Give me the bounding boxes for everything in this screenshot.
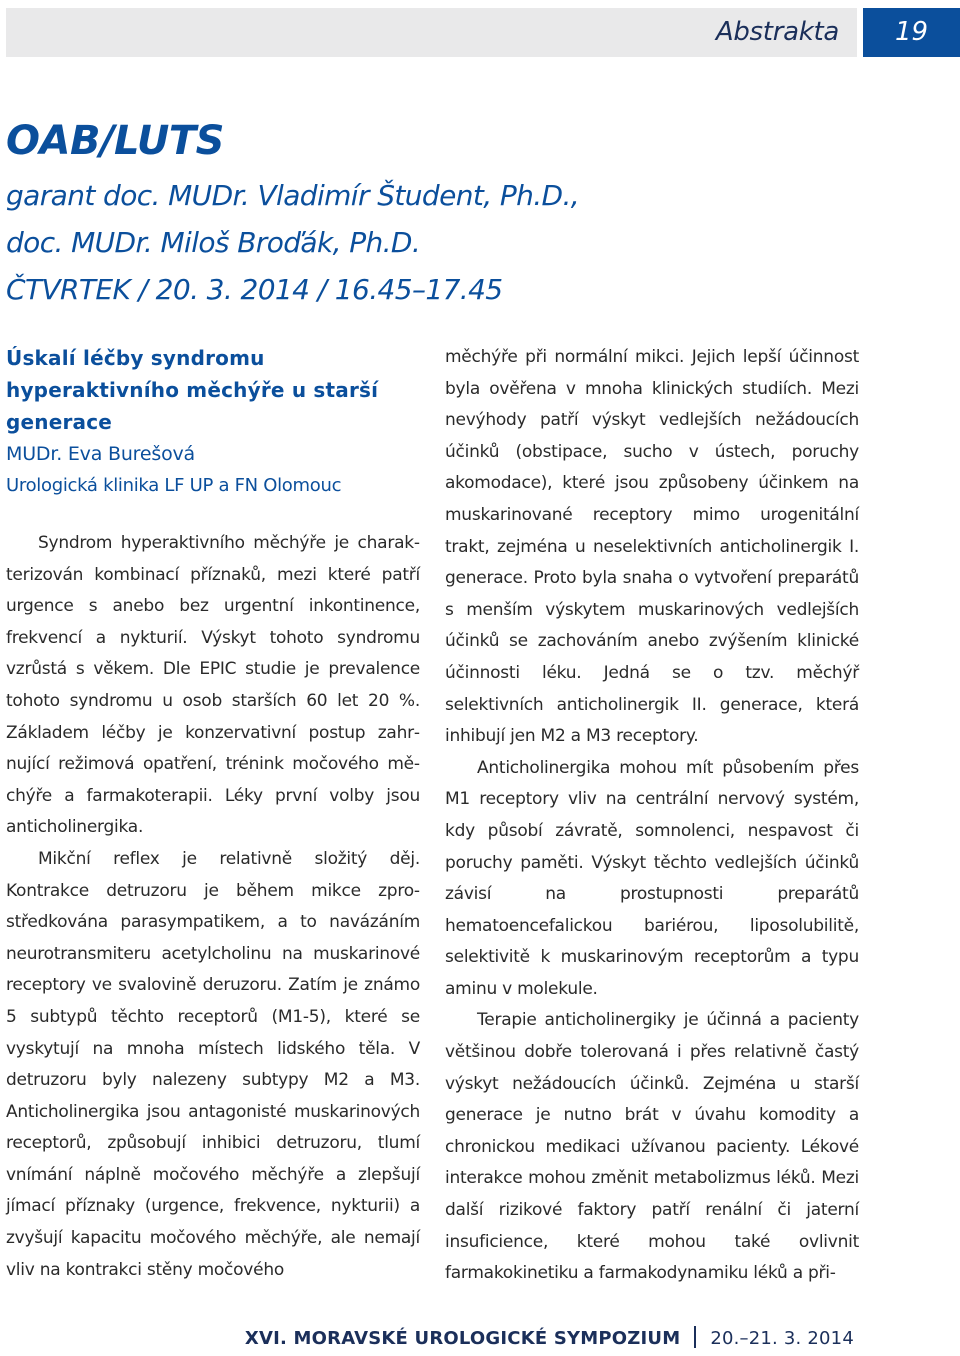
- abstract-affiliation: Urologická klinika LF UP a FN Olomouc: [6, 475, 342, 496]
- page-number: 19: [894, 17, 929, 47]
- session-title: OAB/LUTS: [6, 118, 224, 164]
- guarantor-line-1: garant doc. MUDr. Vladimír Študent, Ph.D.,: [6, 179, 580, 212]
- abstract-author: MUDr. Eva Burešová: [6, 443, 195, 465]
- body-paragraph: Terapie anticholinergiky je účinná a pacienty většinou dobře tolerovaná i přes relativně častý výskyt nežádoucích účinků. Zejména u starší generace je nutno brát v úvahu komodity a chronickou medikaci užívanou pacienty. Lékové interakce mohou změnit metabolizmus léků. Mezi další rizikové faktory patří renální či jaterní insuficience, které mohou také ovlivnit farmakokinetiku a farmakodynamiku léků a při-: [445, 1010, 859, 1284]
- abstract-title: Úskalí léčby syndromu hyperaktivního měchýře u starší generace: [6, 346, 379, 434]
- section-label: Abstrakta: [715, 17, 839, 47]
- page-number-box: [863, 8, 960, 57]
- page-footer: [245, 1326, 854, 1349]
- body-paragraph: Mikční reflex je relativně složitý děj. Kontrakce detruzoru je během mikce zprostředkována parasympatikem, a to navázáním neurotransmiteru acetylcholinu na muskarinové receptory ve svalovině deruzoru. Zatím je známo 5 subtypů těchto receptorů (M1-5), které se vyskytují na mnoha místech lidského těla. V detruzoru byly nalezeny subtypy M2 a M3. Anticholinergika jsou antagonisté muskarinových receptorů, způsobují inhibici detruzoru, tlumí vnímání náplně močového měchýře a zlepšují jímací příznaky (urgence, frekvence, nykturii) a zvyšují kapacitu močového měchýře, ale nemají vliv na kontrakci stěny močového: [6, 848, 420, 1280]
- guarantor-line-2: doc. MUDr. Miloš Broďák, Ph.D.: [6, 226, 421, 259]
- session-datetime: ČTVRTEK / 20. 3. 2014 / 16.45–17.45: [6, 273, 503, 306]
- session-meta: [6, 172, 706, 313]
- body-paragraph: Anticholinergika mohou mít působením přes M1 receptory vliv na centrální nervový systém, kdy působí závratě, somnolenci, nespavost či poruchy paměti. Výskyt těchto vedlejších účinků závisí na prostupnosti preparátů hematoencefalickou bariérou, liposolubilitě, selektivitě k muskarinovým receptorům a typu aminu v molekule.: [445, 757, 859, 999]
- body-paragraph: měchýře při normální mikci. Jejich lepší účinnost byla ověřena v mnoha klinických studiích. Mezi nevýhody patří výskyt vedlejších nežádoucích účinků (obstipace, sucho v ústech, poruchy akomodace), které jsou způsobeny účinkem na muskarinované receptory mimo urogenitální trakt, zejména u neselektivních anticholinergik I. generace. Proto byla snaha o vytvoření preparátů s menším výskytem muskarinových vedlejších účinků se zachováním anebo zvýšením klinické účinnosti léku. Jedná se o tzv. měchýř selektivních anticholinergik II. generace, která inhibují jen M2 a M3 receptory.: [445, 347, 859, 747]
- footer-event-name: XVI. MORAVSKÉ UROLOGICKÉ SYMPOZIUM: [244, 1328, 681, 1349]
- footer-divider: [694, 1326, 696, 1348]
- left-column: [6, 342, 420, 1286]
- footer-dates: 20.–21. 3. 2014: [710, 1328, 854, 1349]
- right-column: [445, 342, 859, 1290]
- running-header: [6, 8, 857, 57]
- body-paragraph: Syndrom hyperaktivního měchýře je charakterizován kombinací příznaků, mezi které patří urgence s anebo bez urgentní inkontinence, frekvencí a nykturií. Výskyt tohoto syndromu vzrůstá s věkem. Dle EPIC studie je prevalence tohoto syndromu u osob starších 60 let 20 %. Základem léčby je konzervativní postup zahrnující režimová opatření, trénink močového měchýře a farmakoterapii. Léky první volby jsou anticholinergika.: [6, 533, 420, 838]
